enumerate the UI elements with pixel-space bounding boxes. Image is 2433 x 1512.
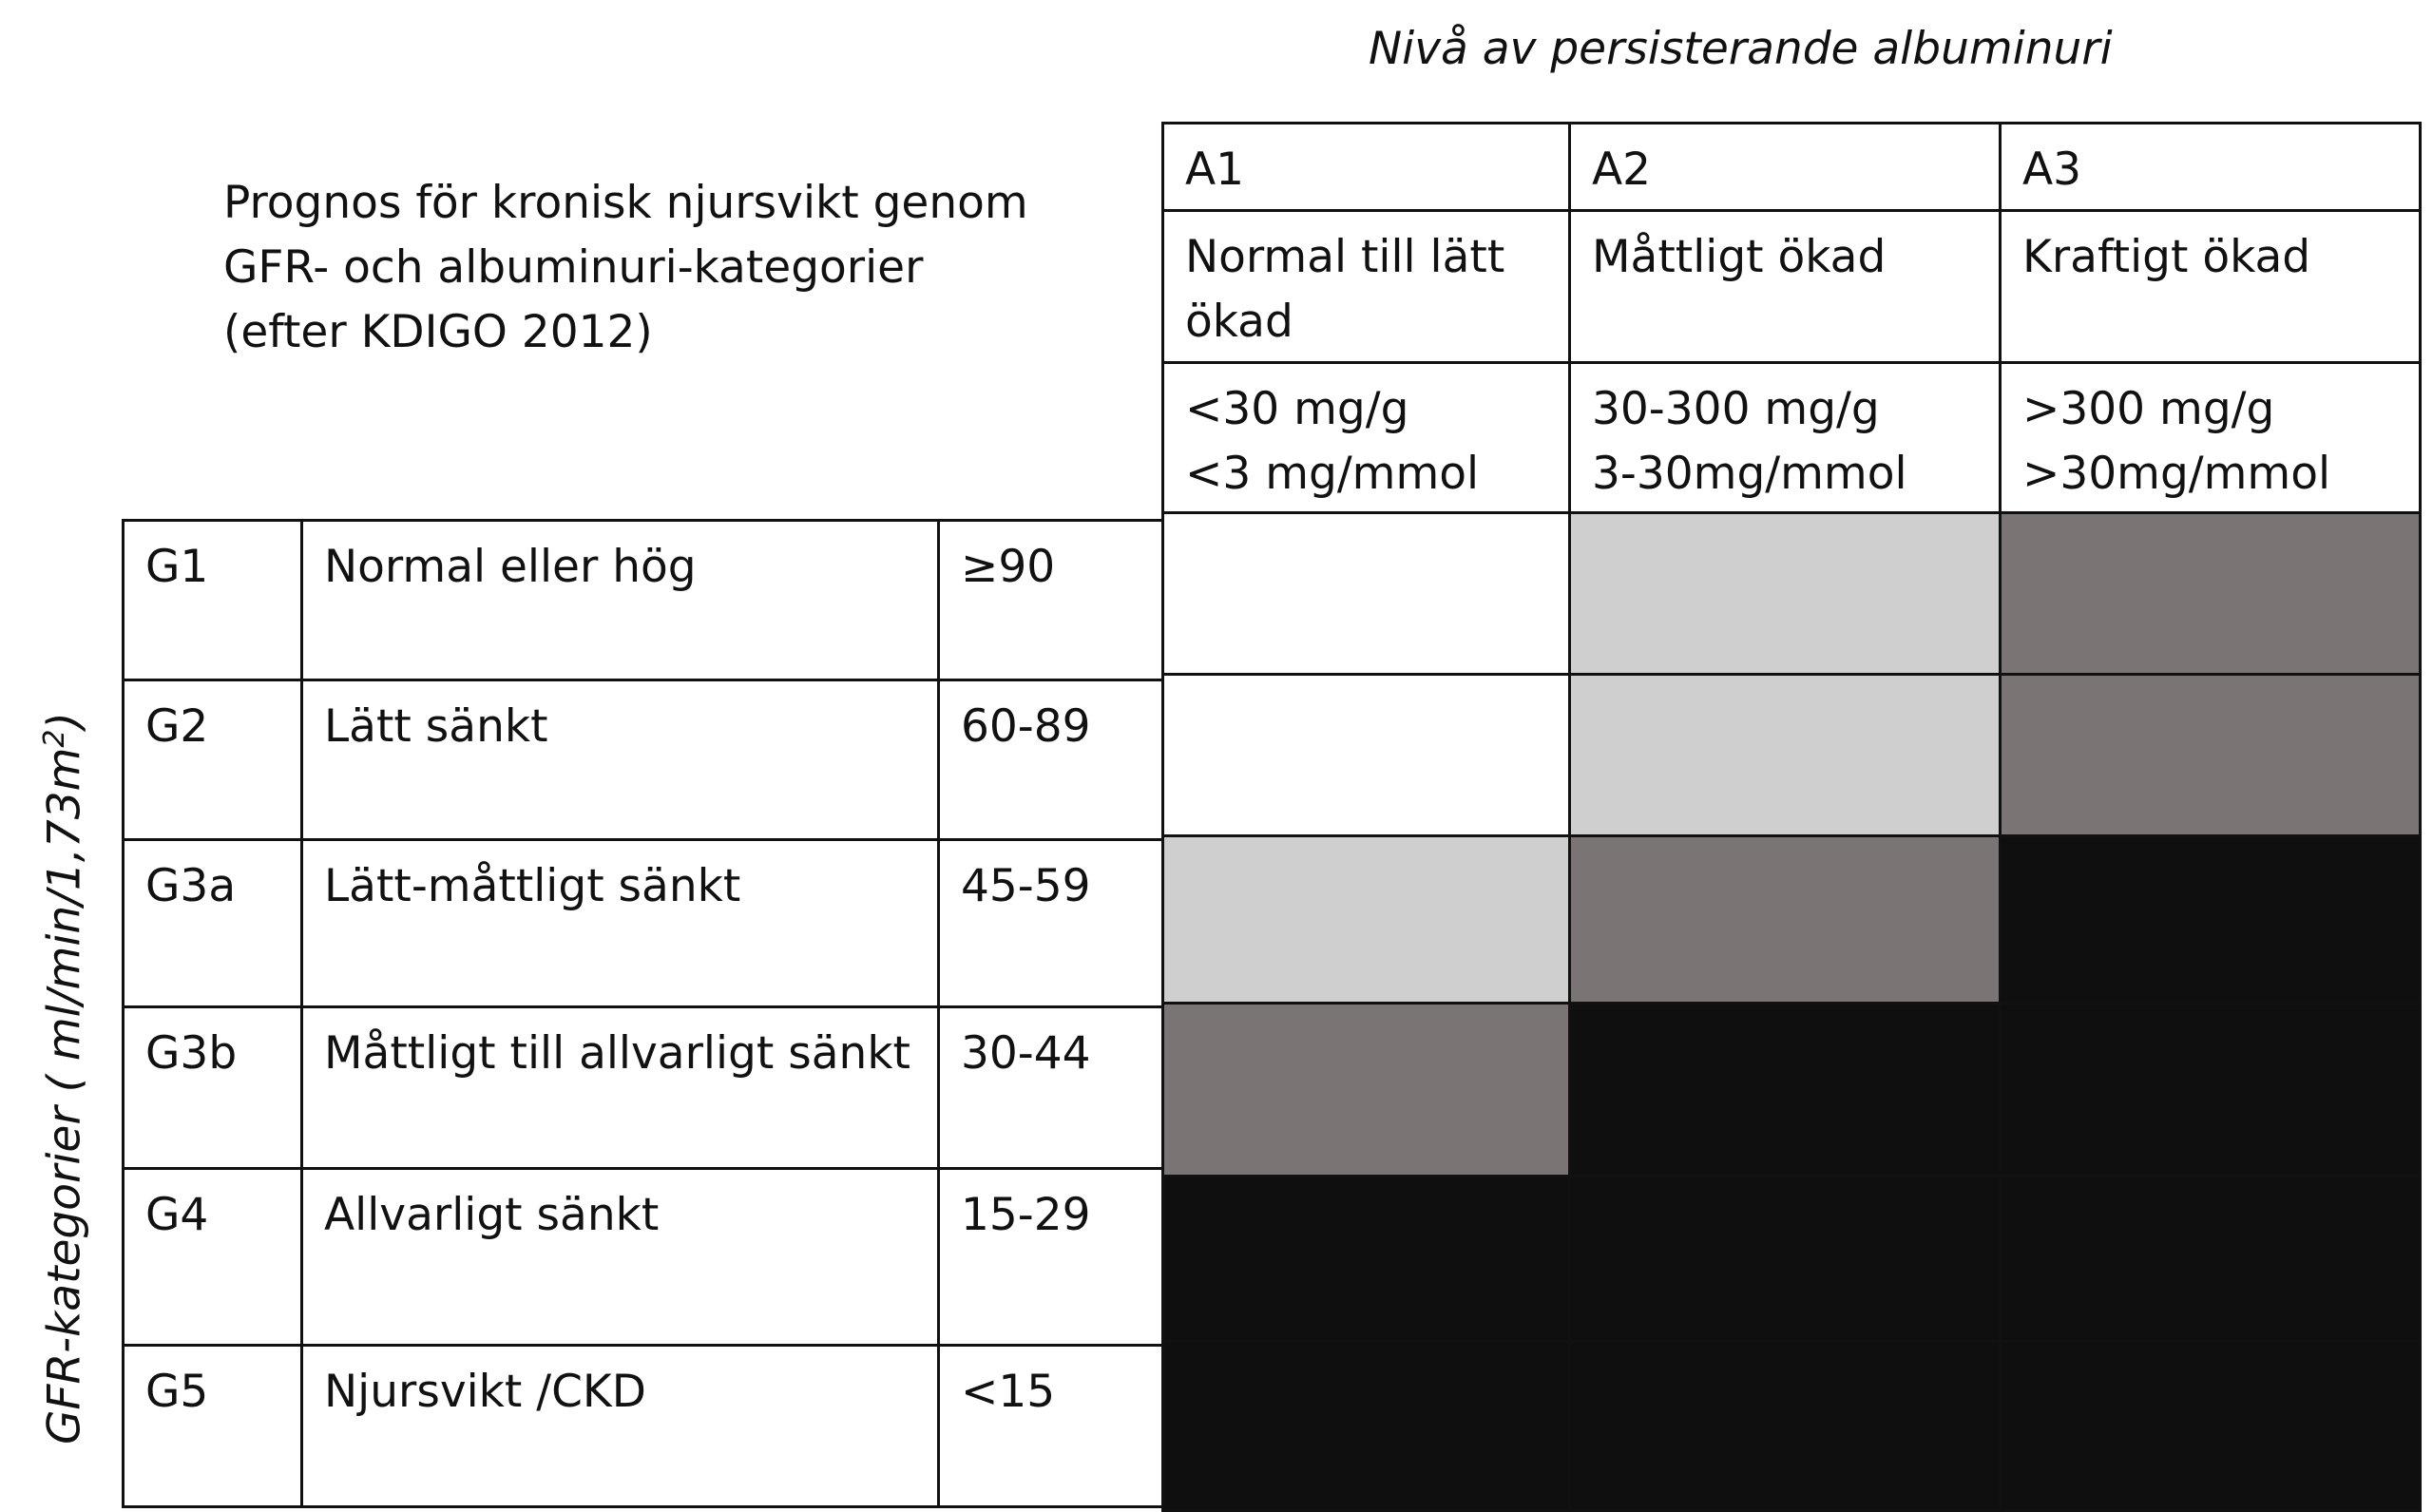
albuminuria-table — [1161, 122, 2422, 514]
albuminuria-description-a3: Kraftigt ökad — [2001, 211, 2421, 363]
risk-cell-g1-a1 — [1163, 513, 1570, 675]
gfr-code-g3b: G3b — [124, 1007, 302, 1169]
gfr-range-g3b: 30-44 — [939, 1007, 1167, 1169]
risk-cell-g1-a2 — [1570, 513, 2001, 675]
risk-cell-g4-a2 — [1570, 1177, 2001, 1342]
albuminuria-description-a1: Normal till lätt ökad — [1163, 211, 1570, 363]
gfr-description-g5: Njursvikt /CKD — [302, 1346, 939, 1507]
diagram-title: Prognos för kronisk njursvikt genom GFR- och albuminuri-kategorier (efter KDIGO 2012) — [223, 177, 1028, 358]
risk-cell-g1-a3 — [2001, 513, 2421, 675]
albuminuria-range-a2: 30-300 mg/g 3-30mg/mmol — [1570, 363, 2001, 513]
gfr-code-g5: G5 — [124, 1346, 302, 1507]
risk-cell-g3b-a3 — [2001, 1004, 2421, 1177]
gfr-axis-superscript: 2 — [38, 729, 71, 748]
gfr-description-g3b: Måttligt till allvarligt sänkt — [302, 1007, 939, 1169]
albuminuria-heading: Nivå av persisterande albuminuri — [1369, 23, 2113, 75]
gfr-description-g2: Lätt sänkt — [302, 680, 939, 840]
risk-cell-g4-a1 — [1163, 1177, 1570, 1342]
risk-cell-g2-a1 — [1163, 675, 1570, 836]
gfr-description-g1: Normal eller hög — [302, 521, 939, 680]
gfr-axis-label-text: GFR-kategorier ( ml/min/1,73m — [38, 747, 91, 1445]
risk-cell-g2-a3 — [2001, 675, 2421, 836]
risk-cell-g5-a3 — [2001, 1342, 2421, 1511]
gfr-table — [122, 519, 1168, 1508]
albuminuria-code-a3: A3 — [2001, 124, 2421, 211]
risk-cell-g5-a1 — [1163, 1342, 1570, 1511]
risk-cell-g5-a2 — [1570, 1342, 2001, 1511]
gfr-axis-close: ) — [38, 712, 91, 730]
albuminuria-range-a1: <30 mg/g <3 mg/mmol — [1163, 363, 1570, 513]
risk-cell-g3b-a1 — [1163, 1004, 1570, 1177]
risk-cell-g3a-a1 — [1163, 836, 1570, 1004]
risk-cell-g3a-a2 — [1570, 836, 2001, 1004]
albuminuria-description-a2: Måttligt ökad — [1570, 211, 2001, 363]
gfr-range-g4: 15-29 — [939, 1169, 1167, 1346]
risk-cell-g4-a3 — [2001, 1177, 2421, 1342]
gfr-range-g1: ≥90 — [939, 521, 1167, 680]
risk-cell-g3a-a3 — [2001, 836, 2421, 1004]
gfr-range-g2: 60-89 — [939, 680, 1167, 840]
risk-grid — [1161, 511, 2422, 1512]
albuminuria-range-a3: >300 mg/g >30mg/mmol — [2001, 363, 2421, 513]
gfr-range-g3a: 45-59 — [939, 840, 1167, 1007]
albuminuria-code-a2: A2 — [1570, 124, 2001, 211]
gfr-code-g4: G4 — [124, 1169, 302, 1346]
gfr-code-g3a: G3a — [124, 840, 302, 1007]
albuminuria-code-a1: A1 — [1163, 124, 1570, 211]
risk-cell-g2-a2 — [1570, 675, 2001, 836]
gfr-code-g2: G2 — [124, 680, 302, 840]
gfr-range-g5: <15 — [939, 1346, 1167, 1507]
gfr-description-g4: Allvarligt sänkt — [302, 1169, 939, 1346]
gfr-description-g3a: Lätt-måttligt sänkt — [302, 840, 939, 1007]
gfr-code-g1: G1 — [124, 521, 302, 680]
gfr-axis-label — [38, 712, 91, 1445]
risk-cell-g3b-a2 — [1570, 1004, 2001, 1177]
